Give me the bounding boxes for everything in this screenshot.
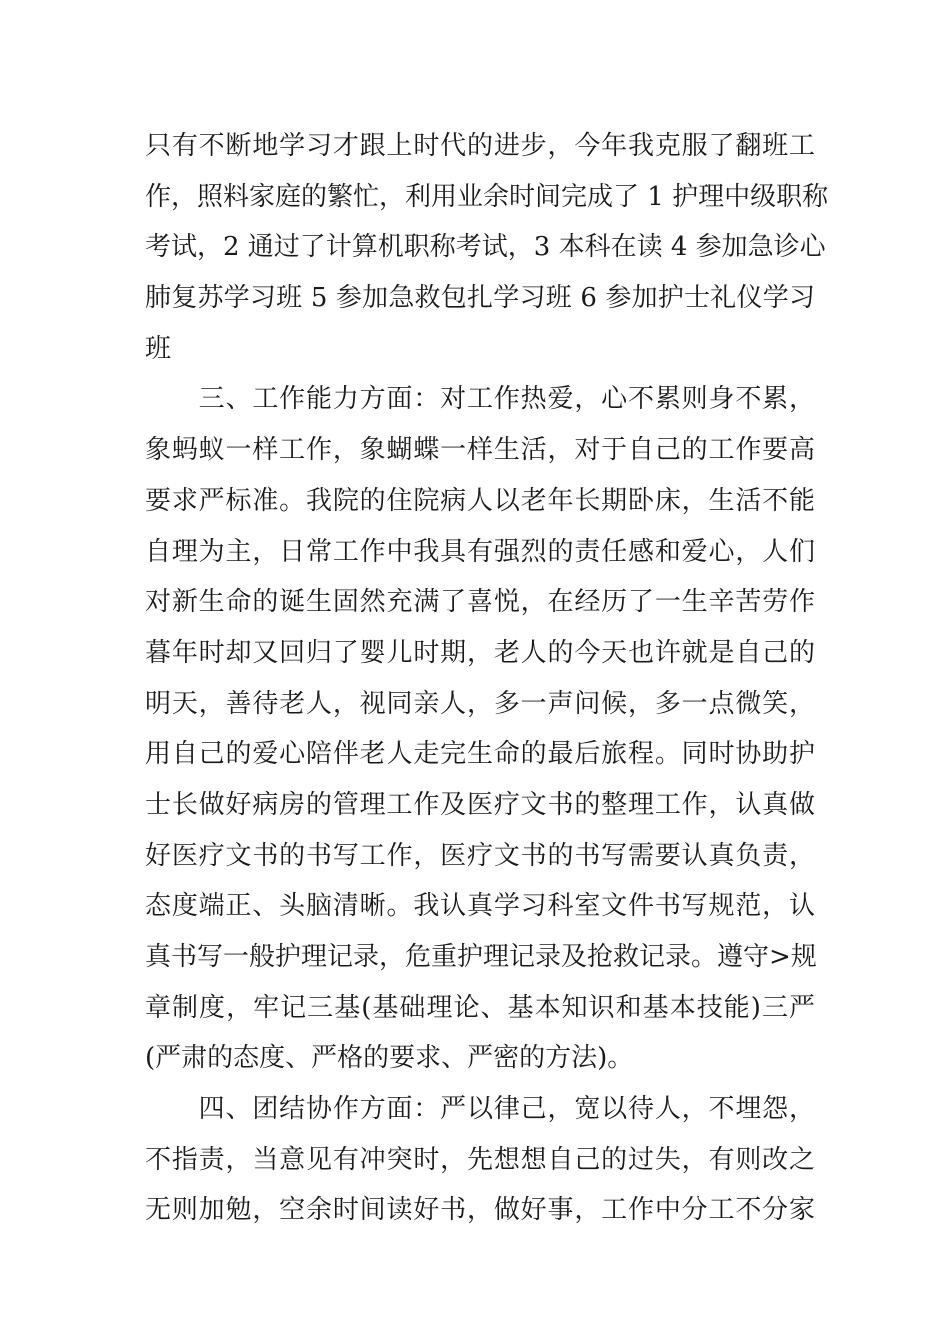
- body-text: [145, 121, 829, 1236]
- text-line: 象蚂蚁一样工作，象蝴蝶一样生活，对于自己的工作要高: [145, 435, 815, 466]
- text-line: 真书写一般护理记录，危重护理记录及抢救记录。遵守>规: [145, 942, 817, 972]
- text-line: 暮年时却又回归了婴儿时期，老人的今天也许就是自己的: [145, 637, 815, 668]
- text-line: 肺复苏学习班 5 参加急救包扎学习班 6 参加护士礼仪学习: [145, 283, 815, 314]
- text-line: 态度端正、头脑清晰。我认真学习科室文件书写规范，认: [145, 891, 815, 922]
- section-heading-line: 三、工作能力方面：对工作热爱，心不累则身不累，: [145, 384, 815, 415]
- section-heading-line: 四、团结协作方面：严以律己，宽以待人，不埋怨，: [145, 1094, 815, 1125]
- text-line: 要求严标准。我院的住院病人以老年长期卧床，生活不能: [145, 485, 815, 516]
- text-line: 自理为主，日常工作中我具有强烈的责任感和爱心，人们: [145, 536, 815, 567]
- text-line: 对新生命的诞生固然充满了喜悦，在经历了一生辛苦劳作: [145, 587, 815, 618]
- text-line: 用自己的爱心陪伴老人走完生命的最后旅程。同时协助护: [145, 739, 815, 770]
- text-line: 不指责，当意见有冲突时，先想想自己的过失，有则改之: [145, 1144, 815, 1175]
- text-line: 章制度，牢记三基(基础理论、基本知识和基本技能)三严: [145, 992, 815, 1023]
- text-line: (严肃的态度、严格的要求、严密的方法)。: [145, 1043, 634, 1074]
- text-line: 只有不断地学习才跟上时代的进步，今年我克服了翻班工: [145, 131, 815, 161]
- text-line: 作，照料家庭的繁忙，利用业余时间完成了 1 护理中级职称: [145, 181, 829, 212]
- text-line: 无则加勉，空余时间读好书，做好事，工作中分工不分家: [145, 1195, 815, 1226]
- text-line: 明天，善待老人，视同亲人，多一声问候，多一点微笑，: [145, 688, 815, 719]
- text-line: 班: [145, 333, 172, 364]
- text-line: 士长做好病房的管理工作及医疗文书的整理工作，认真做: [145, 789, 815, 820]
- text-line: 好医疗文书的书写工作，医疗文书的书写需要认真负责，: [145, 840, 815, 871]
- text-line: 考试，2 通过了计算机职称考试，3 本科在读 4 参加急诊心: [145, 232, 826, 263]
